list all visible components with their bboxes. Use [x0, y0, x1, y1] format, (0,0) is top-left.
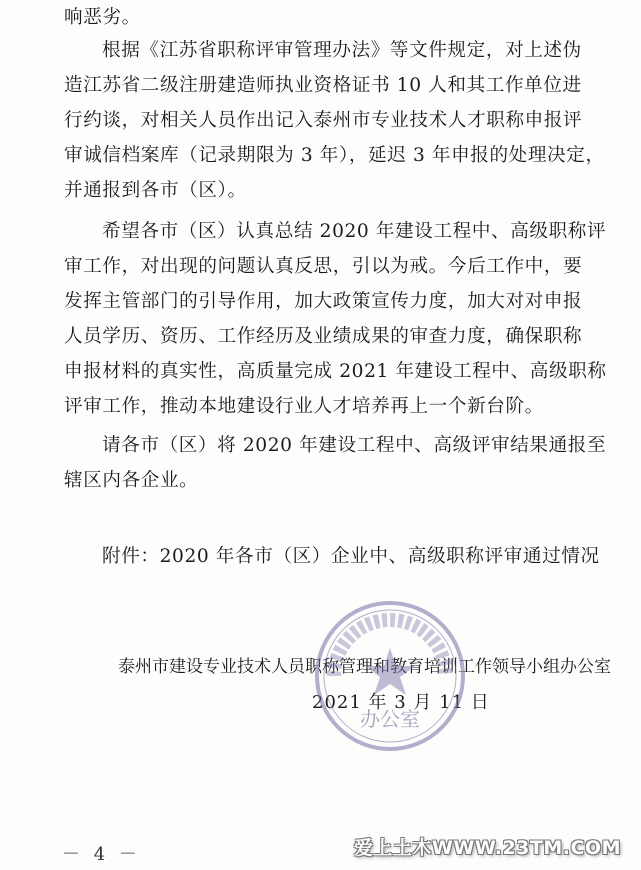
text-line: 行约谈，对相关人员作出记入泰州市专业技术人才职称申报评 [64, 110, 583, 131]
text-line: 并通报到各市（区）。 [64, 180, 247, 201]
page-number: － 4 － [62, 844, 141, 865]
attachment-line [64, 539, 612, 574]
paragraph-3 [64, 428, 612, 498]
text-line: 发挥主管部门的引导作用，加大政策宣传力度，加大对对申报 [64, 291, 583, 312]
paragraph-1 [64, 33, 612, 208]
text-line: 响恶劣。 [64, 7, 141, 28]
seal-star-icon [365, 648, 415, 695]
official-seal-icon [312, 598, 468, 754]
text-line: 希望各市（区）认真总结 2020 年建设工程中、高级职称评 [102, 221, 607, 242]
text-line: 评审工作，推动本地建设行业人才培养再上一个新台阶。 [64, 396, 544, 417]
text-line: 审诚信档案库（记录期限为 3 年），延迟 3 年申报的处理决定， [64, 145, 605, 166]
text-line: 造江苏省二级注册建造师执业资格证书 10 人和其工作单位进 [64, 75, 582, 96]
text-line: 人员学历、资历、工作经历及业绩成果的审查力度，确保职称 [64, 326, 583, 347]
site-watermark: 爱上土木WWW.23TM.COM [353, 837, 621, 859]
text-line: 申报材料的真实性，高质量完成 2021 年建设工程中、高级职称 [64, 361, 607, 382]
issue-date: 2021 年 3 月 11 日 [312, 692, 490, 713]
issuer-signature: 泰州市建设专业技术人员职称管理和教育培训工作领导小组办公室 [118, 657, 611, 677]
seal-bottom-text: 办公室 [360, 707, 420, 731]
text-line: 辖区内各企业。 [64, 470, 199, 491]
paragraph-0 [64, 0, 612, 35]
attachment-text: 附件：2020 年各市（区）企业中、高级职称评审通过情况 [102, 546, 600, 567]
text-line: 根据《江苏省职称评审管理办法》等文件规定，对上述伪 [102, 40, 582, 61]
text-line: 审工作，对出现的问题认真反思，引以为戒。今后工作中，要 [64, 256, 583, 277]
paragraph-2 [64, 214, 612, 424]
text-line: 请各市（区）将 2020 年建设工程中、高级评审结果通报至 [102, 435, 607, 456]
